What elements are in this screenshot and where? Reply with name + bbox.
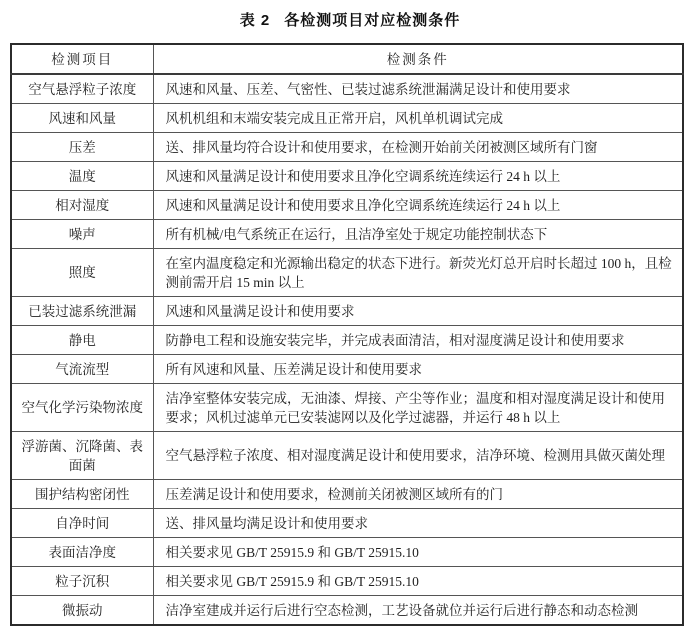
item-cell: 气流流型	[11, 355, 153, 384]
detection-conditions-table	[10, 43, 684, 626]
condition-cell: 空气悬浮粒子浓度、相对湿度满足设计和使用要求，洁净环境、检测用具做灭菌处理	[153, 432, 683, 480]
column-header-condition: 检测条件	[153, 44, 683, 74]
item-cell: 粒子沉积	[11, 567, 153, 596]
condition-cell: 送、排风量均满足设计和使用要求	[153, 509, 683, 538]
table-row	[11, 355, 683, 384]
table-row	[11, 74, 683, 104]
table-row	[11, 162, 683, 191]
item-cell: 风速和风量	[11, 104, 153, 133]
item-cell: 围护结构密闭性	[11, 480, 153, 509]
item-cell: 温度	[11, 162, 153, 191]
table-caption	[0, 0, 700, 30]
item-cell: 照度	[11, 249, 153, 297]
table-row	[11, 596, 683, 626]
condition-cell: 风速和风量、压差、气密性、已装过滤系统泄漏满足设计和使用要求	[153, 74, 683, 104]
item-cell: 压差	[11, 133, 153, 162]
item-cell: 浮游菌、沉降菌、表面菌	[11, 432, 153, 480]
condition-cell: 在室内温度稳定和光源输出稳定的状态下进行。新荧光灯总开启时长超过 100 h，且检测前需开启 15 min 以上	[153, 249, 683, 297]
table-row	[11, 538, 683, 567]
table-row	[11, 220, 683, 249]
condition-cell: 风速和风量满足设计和使用要求且净化空调系统连续运行 24 h 以上	[153, 191, 683, 220]
condition-cell: 相关要求见 GB/T 25915.9 和 GB/T 25915.10	[153, 538, 683, 567]
item-cell: 空气化学污染物浓度	[11, 384, 153, 432]
item-cell: 表面洁净度	[11, 538, 153, 567]
item-cell: 噪声	[11, 220, 153, 249]
condition-cell: 风速和风量满足设计和使用要求且净化空调系统连续运行 24 h 以上	[153, 162, 683, 191]
condition-cell: 送、排风量均符合设计和使用要求，在检测开始前关闭被测区域所有门窗	[153, 133, 683, 162]
item-cell: 已装过滤系统泄漏	[11, 297, 153, 326]
table-row	[11, 133, 683, 162]
table-row	[11, 480, 683, 509]
item-cell: 静电	[11, 326, 153, 355]
table-row	[11, 249, 683, 297]
header-row	[11, 44, 683, 74]
condition-cell: 所有机械/电气系统正在运行，且洁净室处于规定功能控制状态下	[153, 220, 683, 249]
item-cell: 空气悬浮粒子浓度	[11, 74, 153, 104]
table-row	[11, 297, 683, 326]
condition-cell: 压差满足设计和使用要求，检测前关闭被测区域所有的门	[153, 480, 683, 509]
table-caption-title: 各检测项目对应检测条件	[284, 12, 461, 29]
condition-cell: 风机机组和末端安装完成且正常开启，风机单机调试完成	[153, 104, 683, 133]
table-row	[11, 567, 683, 596]
table-row	[11, 509, 683, 538]
condition-cell: 洁净室建成并运行后进行空态检测，工艺设备就位并运行后进行静态和动态检测	[153, 596, 683, 626]
condition-cell: 防静电工程和设施安装完毕，并完成表面清洁，相对湿度满足设计和使用要求	[153, 326, 683, 355]
item-cell: 相对湿度	[11, 191, 153, 220]
condition-cell: 相关要求见 GB/T 25915.9 和 GB/T 25915.10	[153, 567, 683, 596]
column-header-item: 检测项目	[11, 44, 153, 74]
table-row	[11, 104, 683, 133]
condition-cell: 风速和风量满足设计和使用要求	[153, 297, 683, 326]
table-caption-number: 表 2	[239, 12, 271, 29]
table-row	[11, 191, 683, 220]
item-cell: 自净时间	[11, 509, 153, 538]
table-row	[11, 326, 683, 355]
condition-cell: 所有风速和风量、压差满足设计和使用要求	[153, 355, 683, 384]
item-cell: 微振动	[11, 596, 153, 626]
table-row	[11, 384, 683, 432]
condition-cell: 洁净室整体安装完成，无油漆、焊接、产尘等作业；温度和相对湿度满足设计和使用要求；风机过滤单元已安装滤网以及化学过滤器，并运行 48 h 以上	[153, 384, 683, 432]
table-row	[11, 432, 683, 480]
